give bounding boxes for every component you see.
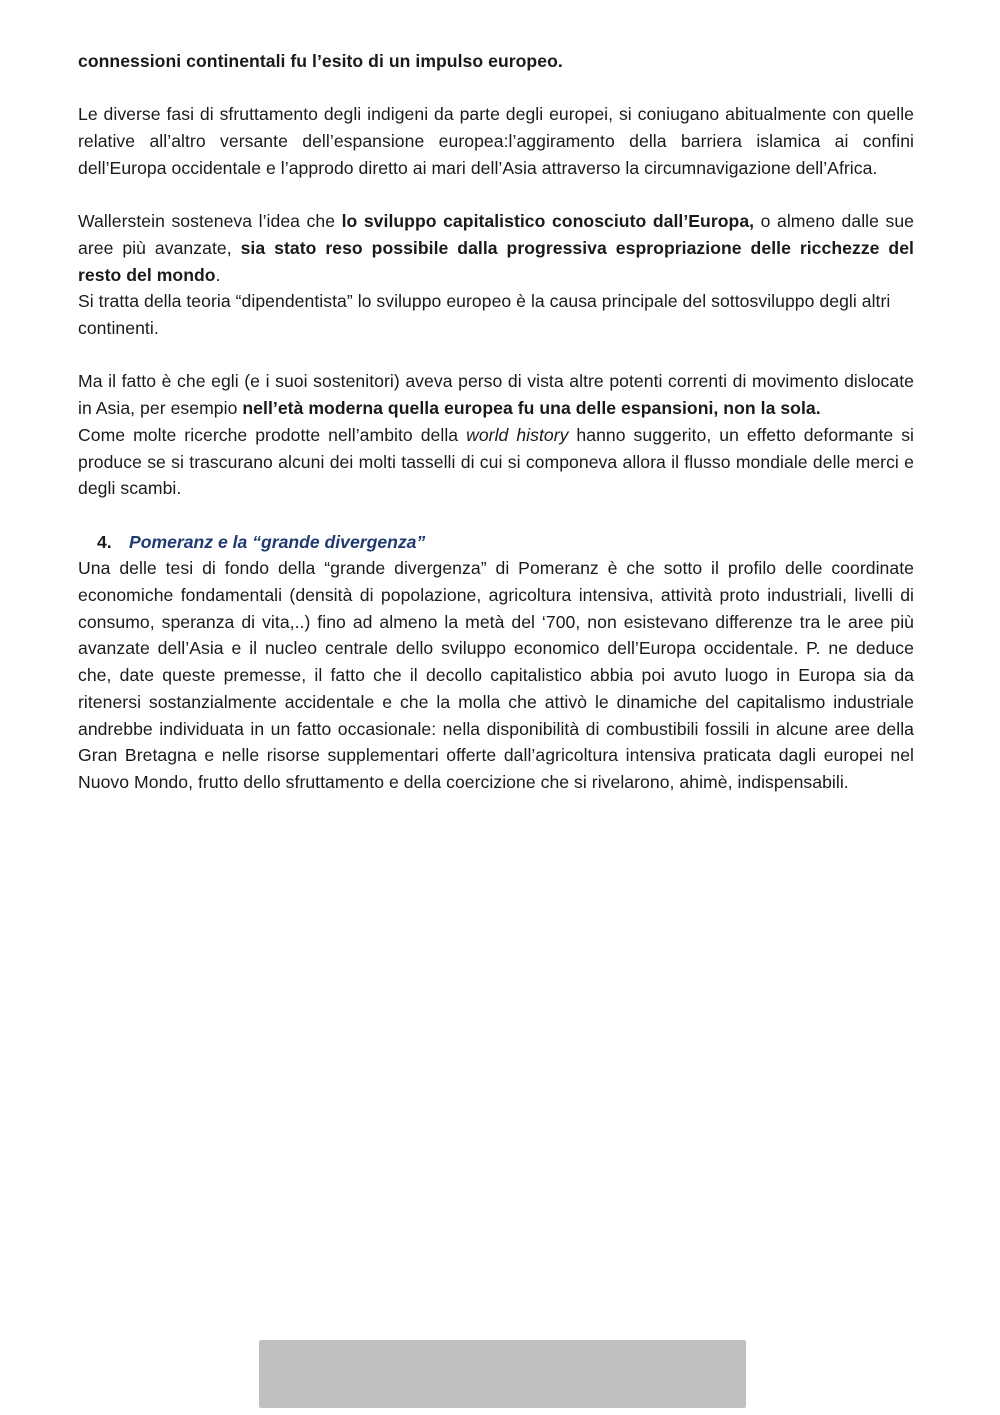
document-body: [78, 48, 914, 796]
italic-text: world history: [466, 424, 569, 445]
paragraph-asia-movements: [78, 368, 914, 421]
paragraph-wallerstein: [78, 208, 914, 288]
paragraph-text: Ma il fatto è che egli (e i suoi sostenitori) aveva perso di vista altre potenti correnti di movimento dislocate in Asia, per esempio: [78, 371, 914, 419]
paragraph-world-history: [78, 422, 914, 502]
bold-text: connessioni continentali fu l’esito di un impulso europeo.: [78, 51, 563, 71]
footer-placeholder-box: [259, 1340, 746, 1408]
paragraph-text: hanno suggerito, un effetto deformante si produce se si trascurano alcuni dei molti tasselli di cui si componeva allora il flusso mondiale delle merci e degli scambi.: [78, 424, 914, 499]
paragraph-text: Come molte ricerche prodotte nell’ambito della: [78, 424, 467, 445]
paragraph-text: Le diverse fasi di sfruttamento degli indigeni da parte degli europei, si coniugano abitualmente con quelle relative all’altro versante dell’espansione europea:l’aggiramento della barriera islamica ai confini dell’Europa occidentale e l’approdo diretto ai mari dell’Asia attraverso la circumnavigazione dell’Africa.: [78, 104, 914, 178]
paragraph-text: Si tratta della teoria “dipendentista” lo sviluppo europeo è la causa principale del sottosviluppo degli altri continenti.: [78, 291, 891, 338]
paragraph-intro-end: [78, 48, 914, 75]
paragraph-text: Wallerstein sosteneva l’idea che: [78, 211, 342, 232]
paragraph-text: Una delle tesi di fondo della “grande divergenza” di Pomeranz è che sotto il profilo delle coordinate economiche fondamentali (densità di popolazione, agricoltura intensiva, attività proto industriali, livelli di consumo, speranza di vita,..) fino ad almeno la metà del ‘700, non esistevano differenze tra le aree più avanzate dell’Asia e il nucleo centrale dello sviluppo economico dell’Europa occidentale. P. ne deduce che, date queste premesse, il fatto che il decollo capitalistico abbia poi avuto luogo in Europa sia da ritenersi sostanzialmente accidentale e che la molla che attivò le dinamiche del capitalismo industriale andrebbe individuata in un fatto occasionale: nella disponibilità di combustibili fossili in alcune aree della Gran Bretagna e nelle risorse supplementari offerte dall’agricoltura intensiva praticata dagli europei nel Nuovo Mondo, frutto dello sfruttamento e della coercizione che si rivelarono, ahimè, indispensabili.: [78, 558, 914, 792]
section-number: 4.: [97, 531, 112, 552]
paragraph-phases: [78, 101, 914, 181]
bold-text: sia stato reso possibile dalla progressiva espropriazione delle ricchezze del resto del mondo: [78, 237, 914, 285]
paragraph-text: .: [215, 264, 221, 285]
bold-text: lo sviluppo capitalistico conosciuto dall’Europa,: [341, 211, 755, 232]
paragraph-dependency-theory: [78, 288, 936, 341]
paragraph-pomeranz: [78, 555, 914, 795]
section-heading: [78, 529, 914, 556]
bold-text: nell’età moderna quella europea fu una delle espansioni, non la sola.: [242, 398, 821, 419]
section-title: Pomeranz e la “grande divergenza”: [129, 531, 426, 552]
paragraph-text: o almeno dalle sue aree più avanzate,: [78, 211, 915, 258]
